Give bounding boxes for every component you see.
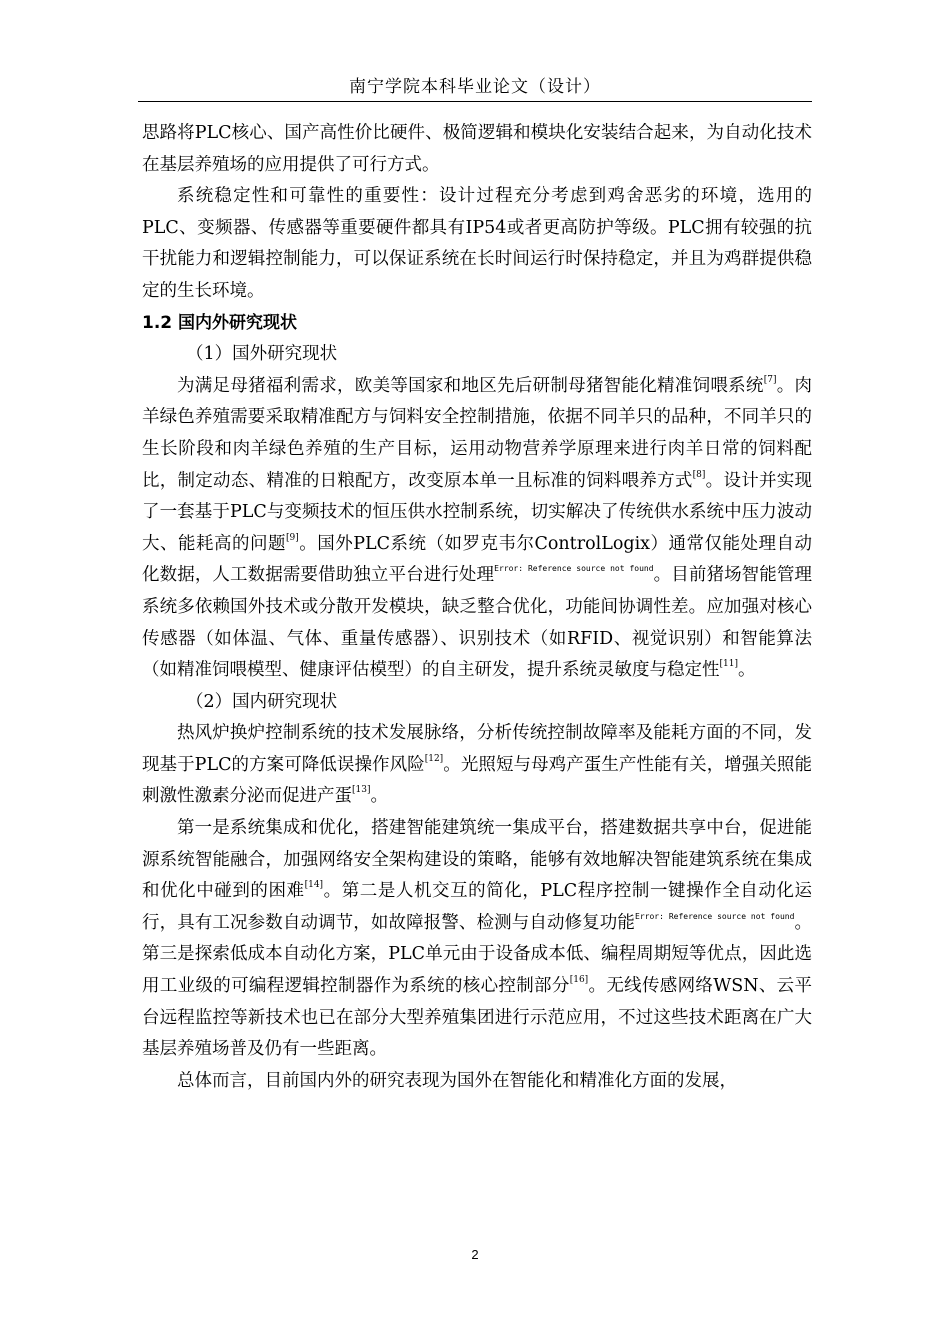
citation: [12] (424, 753, 444, 764)
subsection-heading: （2）国内研究现状 (186, 691, 338, 712)
citation-error: Error: Reference source not found (635, 911, 795, 921)
text-run: 。无线传感网络WSN、云平台远程监控等新技术也已在部分大型养殖集团进行示范应用，不过这些技术距离在广大基层养殖场普及仍有一些距离。 (142, 976, 813, 1060)
citation: [13] (352, 785, 371, 796)
body-text (142, 118, 812, 1097)
text-run: 第一是系统集成和优化，搭建智能建筑统一集成平台，搭建数据共享中台，促进能源系统智能融合，加强网络安全架构建设的策略，能够有效地解决智能建筑系统在集成和优化中碰到的困难 (142, 818, 812, 902)
paragraph (142, 718, 812, 813)
page-number: 2 (471, 1247, 479, 1262)
text-run: 。国外PLC系统（如罗克韦尔ControlLogix）通常仅能处理自动化数据，人工数据需要借助独立平台进行处理 (142, 533, 813, 586)
paragraph: 总体而言，目前国内外的研究表现为国外在智能化和精准化方面的发展， (177, 1070, 737, 1091)
header-divider (138, 101, 812, 102)
citation: [16] (569, 975, 589, 986)
subsection-heading: （1）国外研究现状 (186, 344, 338, 365)
text-run: 。肉羊绿色养殖需要采取精准配方与饲料安全控制措施，依据不同羊只的品种，不同羊只的生长阶段和肉羊绿色养殖的生产目标，运用动物营养学原理来进行肉羊日常的饲料配比，制定动态、精准的日粮配方，改变原本单一且标准的饲料喂养方式 (142, 375, 813, 491)
section-heading: 1.2 国内外研究现状 (142, 312, 298, 333)
paragraph (142, 813, 812, 1066)
text-run: 热风炉换炉控制系统的技术发展脉络，分析传统控制故障率及能耗方面的不同，发现基于PLC的方案可降低误操作风险 (142, 723, 812, 775)
paragraph: 思路将PLC核心、国产高性价比硬件、极简逻辑和模块化安装结合起来，为自动化技术在基层养殖场的应用提供了可行方式。 (142, 123, 812, 175)
text-run: 。第二是人机交互的简化，PLC程序控制一键操作全自动化运行，具有工况参数自动调节，如故障报警、检测与自动修复功能 (142, 881, 812, 933)
citation: [11] (719, 659, 738, 670)
citation: [7] (763, 374, 777, 385)
citation: [9] (285, 532, 299, 543)
citation: [14] (304, 880, 324, 891)
citation: [8] (692, 469, 706, 480)
text-run: 。设计并实现了一套基于PLC与变频技术的恒压供水控制系统，切实解决了传统供水系统中压力波动大、能耗高的问题 (142, 470, 813, 554)
text-run: 。 (370, 786, 388, 807)
text-run: 。 (737, 660, 756, 681)
text-run: 。目前猪场智能管理系统多依赖国外技术或分散开发模块，缺乏整合优化，功能间协调性差。应加强对核心传感器（如体温、气体、重量传感器）、识别技术（如RFID、视觉识别）和智能算法（如精准饲喂模型、健康评估模型）的自主研发，提升系统灵敏度与稳定性 (142, 565, 812, 681)
page-header: 南宁学院本科毕业论文（设计） (349, 77, 601, 97)
text-run: 。光照短与母鸡产蛋生产性能有关，增强关照能刺激性激素分泌而促进产蛋 (142, 754, 812, 807)
text-run: 。第三是探索低成本自动化方案，PLC单元由于设备成本低、编程周期短等优点，因此选用工业级的可编程逻辑控制器作为系统的核心控制部分 (142, 912, 812, 997)
citation-error: Error: Reference source not found (494, 564, 654, 574)
paragraph (142, 371, 812, 687)
text-run: 为满足母猪福利需求，欧美等国家和地区先后研制母猪智能化精准饲喂系统 (177, 375, 764, 396)
paragraph: 系统稳定性和可靠性的重要性：设计过程充分考虑到鸡舍恶劣的环境，选用的PLC、变频器、传感器等重要硬件都具有IP54或者更高防护等级。PLC拥有较强的抗干扰能力和逻辑控制能力，可以保证系统在长时间运行时保持稳定，并且为鸡群提供稳定的生长环境。 (142, 186, 812, 301)
